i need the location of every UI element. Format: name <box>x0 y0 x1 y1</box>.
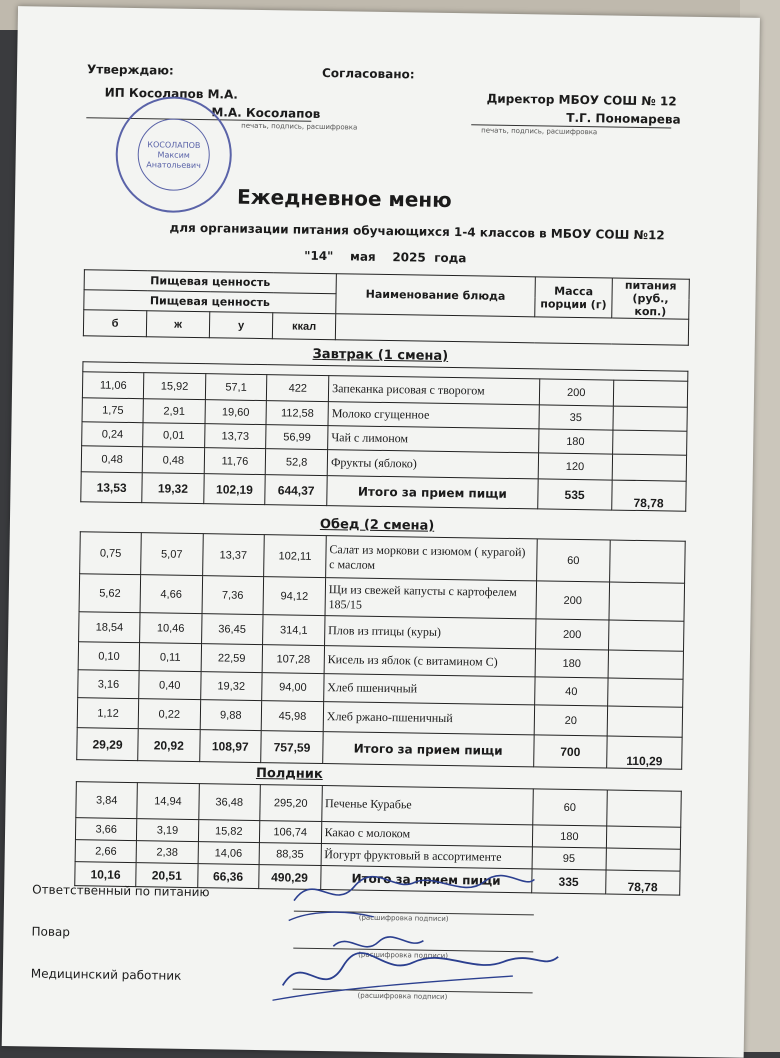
fat-cell: 15,92 <box>144 373 206 400</box>
kcal-cell: 295,20 <box>260 785 322 822</box>
round-stamp: КОСОЛАПОВ Максим Анатольевич <box>115 96 233 214</box>
carbs-cell: 19,32 <box>200 672 262 701</box>
agreed-hint: печать, подпись, расшифровка <box>481 126 598 137</box>
protein-cell: 11,06 <box>82 372 144 399</box>
dish-name-cell: Запеканка рисовая с творогом <box>328 376 539 405</box>
dish-name-cell: Печенье Курабье <box>321 786 533 825</box>
protein-cell: 18,54 <box>79 612 141 643</box>
approve-person: ИП Косолапов М.А. <box>104 85 239 102</box>
mass-cell: 60 <box>536 539 610 582</box>
carbs-cell: 7,36 <box>202 576 264 615</box>
kcal-cell: 422 <box>267 375 329 402</box>
carbs-cell: 57,1 <box>205 374 267 401</box>
dish-name-cell: Хлеб пшеничный <box>324 674 535 705</box>
mass-cell: 180 <box>538 429 612 454</box>
page-title: Ежедневное меню <box>236 184 452 213</box>
fat-cell: 0,40 <box>139 671 201 700</box>
fat-cell: 2,91 <box>143 399 205 424</box>
fat-cell: 0,22 <box>138 699 200 730</box>
section-title: Обед (2 смена) <box>319 516 435 534</box>
total-label: Итого за прием пищи <box>323 732 534 767</box>
protein-cell: 3,84 <box>76 782 138 819</box>
carbs-cell: 13,37 <box>202 534 264 577</box>
dish-name-cell: Салат из моркови с изюмом ( курагой) с маслом <box>326 536 537 581</box>
dish-name-cell: Фрукты (яблоко) <box>327 450 538 479</box>
kcal-cell: 102,11 <box>264 535 326 578</box>
kcal-cell: 88,35 <box>259 843 321 866</box>
dish-name-cell: Какао с молоком <box>321 822 533 847</box>
total-label: Итого за прием пищи <box>327 476 538 509</box>
carbs-cell: 36,48 <box>198 784 260 821</box>
section-title: Полдник <box>255 766 323 783</box>
mass-cell: 35 <box>539 405 613 430</box>
carbs-cell: 36,45 <box>201 614 263 645</box>
total-row: 10,16 20,51 66,36 490,29 Итого за прием пищи 335 78,78 <box>75 862 680 895</box>
carbs-cell: 19,60 <box>205 400 267 425</box>
dish-name-cell: Хлеб ржано-пшеничный <box>323 702 534 735</box>
protein-cell: 0,48 <box>81 446 143 473</box>
dish-name-cell: Щи из свежей капусты с картофелем 185/15 <box>325 578 536 619</box>
carbs-cell: 22,59 <box>201 644 263 673</box>
protein-cell: 2,66 <box>75 840 137 863</box>
fat-cell: 0,11 <box>139 643 201 672</box>
protein-cell: 0,10 <box>78 642 140 671</box>
fat-cell: 0,01 <box>143 423 205 448</box>
total-price: 78,78 <box>605 870 680 895</box>
mass-cell: 95 <box>532 847 606 870</box>
dish-name-cell: Йогурт фруктовый в ассортименте <box>321 844 533 869</box>
mass-cell: 120 <box>538 453 612 480</box>
header-table: Пищевая ценность Наименование блюда Масса порции (г) питания (руб., коп.) Пищевая ценность б ж у ккал <box>83 269 690 346</box>
fat-cell: 14,94 <box>137 783 199 820</box>
protein-cell: 3,16 <box>78 670 140 699</box>
protein-cell: 3,66 <box>75 818 137 841</box>
protein-cell: 1,12 <box>77 698 139 729</box>
carbs-cell: 13,73 <box>204 424 266 449</box>
total-mass: 335 <box>532 869 606 894</box>
footer-hint-1: (расшифровка подписи) <box>358 913 449 924</box>
dish-name-cell: Кисель из яблок (с витамином С) <box>324 646 535 677</box>
kcal-cell: 106,74 <box>259 821 321 844</box>
fat-cell: 5,07 <box>141 533 203 576</box>
kcal-cell: 56,99 <box>266 425 328 450</box>
total-price: 110,29 <box>607 736 682 769</box>
total-mass: 535 <box>537 479 611 510</box>
mass-cell: 200 <box>535 619 609 650</box>
kcal-cell: 45,98 <box>261 701 323 732</box>
protein-cell: 0,75 <box>80 532 142 575</box>
mass-cell: 200 <box>536 581 610 620</box>
kcal-cell: 52,8 <box>266 449 328 476</box>
kcal-cell: 94,12 <box>263 577 325 616</box>
menu-section-table <box>80 361 688 512</box>
total-mass: 700 <box>533 735 607 768</box>
approve-hint: печать, подпись, расшифровка <box>241 121 358 132</box>
section-title: Завтрак (1 смена) <box>312 346 449 364</box>
dish-name-cell: Плов из птицы (куры) <box>324 616 535 649</box>
agreed-person: Т.Г. Пономарева <box>566 110 681 127</box>
handwritten-signatures <box>272 860 564 1015</box>
footer-hint-3: (расшифровка подписи) <box>357 991 448 1002</box>
fat-cell: 2,38 <box>136 841 198 864</box>
total-row: 29,29 20,92 108,97 757,59 Итого за прием пищи 700 110,29 <box>77 728 682 769</box>
kcal-cell: 107,28 <box>262 645 324 674</box>
fat-cell: 0,48 <box>143 447 205 474</box>
total-price: 78,78 <box>611 480 686 511</box>
footer-medic: Медицинский работник <box>30 966 182 983</box>
protein-cell: 0,24 <box>82 422 144 447</box>
menu-document <box>2 6 760 1058</box>
mass-cell: 180 <box>532 825 606 848</box>
approve-sign: М.А. Косолапов <box>211 105 321 121</box>
protein-cell: 5,62 <box>79 574 141 613</box>
footer-cook: Повар <box>31 924 71 940</box>
total-row: 13,53 19,32 102,19 644,37 Итого за прием пищи 535 78,78 <box>81 472 686 511</box>
fat-cell: 10,46 <box>140 613 202 644</box>
mass-cell: 200 <box>539 379 613 406</box>
approve-label: Утверждаю: <box>86 62 174 78</box>
carbs-cell: 9,88 <box>200 700 262 731</box>
kcal-cell: 314,1 <box>263 615 325 646</box>
fat-cell: 3,19 <box>137 819 199 842</box>
mass-cell: 180 <box>535 649 609 678</box>
kcal-cell: 112,58 <box>266 401 328 426</box>
footer-hint-2: (расшифровка подписи) <box>358 950 449 961</box>
mass-cell: 20 <box>534 705 608 736</box>
dish-name-cell: Чай с лимоном <box>328 426 539 453</box>
total-label: Итого за прием пищи <box>320 866 532 893</box>
subtitle: для организации питания обучающихся 1-4 классов в МБОУ СОШ №12 <box>169 220 665 243</box>
protein-cell: 1,75 <box>82 398 144 423</box>
agreed-position: Директор МБОУ СОШ № 12 <box>486 91 677 109</box>
agreed-label: Согласовано: <box>321 65 415 82</box>
carbs-cell: 14,06 <box>198 842 260 865</box>
kcal-cell: 94,00 <box>262 673 324 702</box>
menu-section-table <box>76 531 686 769</box>
date-line: "14" мая 2025 года <box>304 248 467 266</box>
dish-name-cell: Молоко сгущенное <box>328 402 539 429</box>
carbs-cell: 11,76 <box>204 448 266 475</box>
mass-cell: 40 <box>534 677 608 706</box>
footer-responsible: Ответственный по питанию <box>32 882 210 900</box>
mass-cell: 60 <box>533 789 607 826</box>
fat-cell: 4,66 <box>140 575 202 614</box>
carbs-cell: 15,82 <box>198 820 260 843</box>
